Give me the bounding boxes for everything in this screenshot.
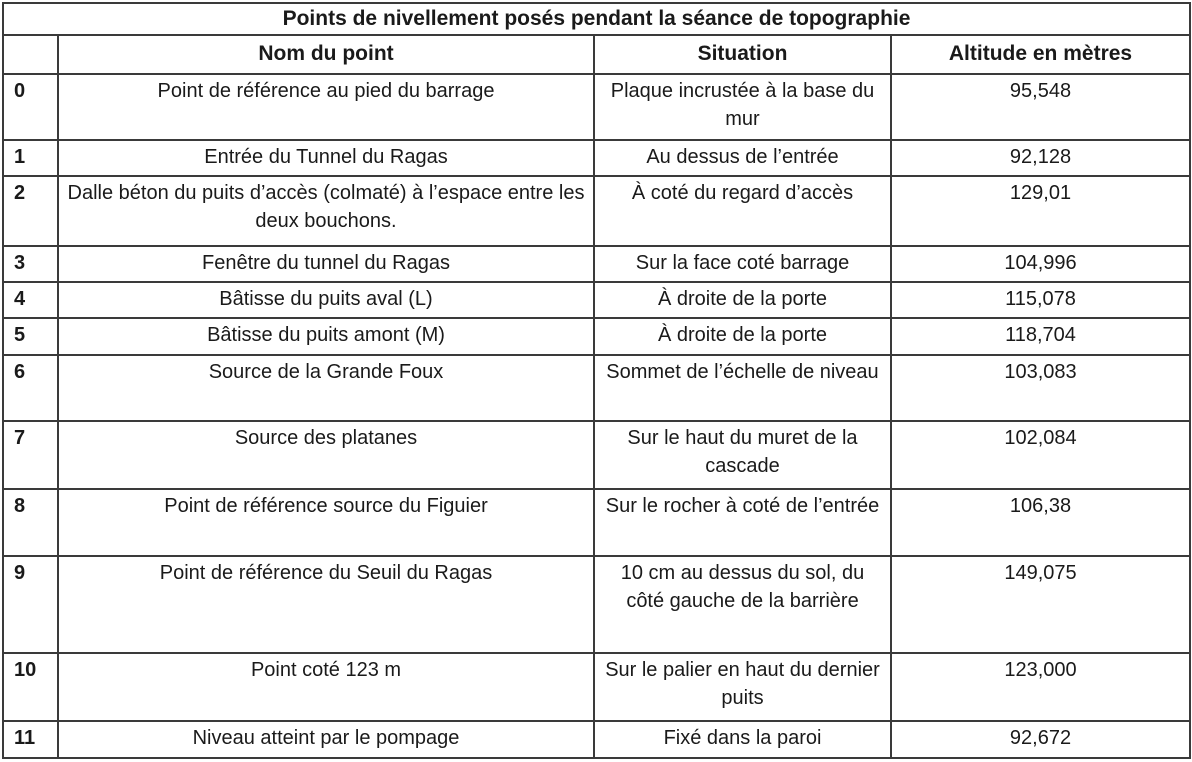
table-row bbox=[3, 282, 1190, 318]
point-altitude: 102,084 bbox=[891, 421, 1190, 489]
point-name: Fenêtre du tunnel du Ragas bbox=[58, 246, 594, 282]
point-situation: À coté du regard d’accès bbox=[594, 176, 891, 246]
point-altitude: 149,075 bbox=[891, 556, 1190, 653]
point-number: 0 bbox=[3, 74, 58, 141]
point-altitude: 118,704 bbox=[891, 318, 1190, 354]
point-situation: À droite de la porte bbox=[594, 318, 891, 354]
table-row bbox=[3, 246, 1190, 282]
header-altitude: Altitude en mètres bbox=[891, 35, 1190, 73]
point-name: Point coté 123 m bbox=[58, 653, 594, 721]
point-number: 1 bbox=[3, 140, 58, 176]
point-altitude: 92,672 bbox=[891, 721, 1190, 758]
header-row bbox=[3, 35, 1190, 73]
point-number: 11 bbox=[3, 721, 58, 758]
table-row bbox=[3, 653, 1190, 721]
table-row bbox=[3, 355, 1190, 422]
point-name: Dalle béton du puits d’accès (colmaté) à l’espace entre les deux bouchons. bbox=[58, 176, 594, 246]
table-row bbox=[3, 318, 1190, 354]
table-row bbox=[3, 556, 1190, 653]
point-number: 3 bbox=[3, 246, 58, 282]
point-number: 6 bbox=[3, 355, 58, 422]
table-row bbox=[3, 140, 1190, 176]
title-row bbox=[3, 3, 1190, 35]
point-altitude: 104,996 bbox=[891, 246, 1190, 282]
point-situation: À droite de la porte bbox=[594, 282, 891, 318]
point-situation: 10 cm au dessus du sol, du côté gauche de la barrière bbox=[594, 556, 891, 653]
point-number: 8 bbox=[3, 489, 58, 557]
point-altitude: 129,01 bbox=[891, 176, 1190, 246]
point-situation: Sur le palier en haut du dernier puits bbox=[594, 653, 891, 721]
point-name: Entrée du Tunnel du Ragas bbox=[58, 140, 594, 176]
point-altitude: 106,38 bbox=[891, 489, 1190, 557]
point-number: 9 bbox=[3, 556, 58, 653]
leveling-points-table bbox=[2, 2, 1191, 759]
table-row bbox=[3, 421, 1190, 489]
table-row bbox=[3, 721, 1190, 758]
point-situation: Sur le haut du muret de la cascade bbox=[594, 421, 891, 489]
point-number: 7 bbox=[3, 421, 58, 489]
table-row bbox=[3, 489, 1190, 557]
header-number bbox=[3, 35, 58, 73]
point-number: 4 bbox=[3, 282, 58, 318]
point-situation: Au dessus de l’entrée bbox=[594, 140, 891, 176]
point-number: 5 bbox=[3, 318, 58, 354]
point-name: Source de la Grande Foux bbox=[58, 355, 594, 422]
point-name: Point de référence source du Figuier bbox=[58, 489, 594, 557]
point-situation: Sommet de l’échelle de niveau bbox=[594, 355, 891, 422]
point-name: Bâtisse du puits aval (L) bbox=[58, 282, 594, 318]
table-row bbox=[3, 74, 1190, 141]
point-altitude: 123,000 bbox=[891, 653, 1190, 721]
point-name: Bâtisse du puits amont (M) bbox=[58, 318, 594, 354]
point-name: Point de référence du Seuil du Ragas bbox=[58, 556, 594, 653]
point-name: Source des platanes bbox=[58, 421, 594, 489]
point-altitude: 95,548 bbox=[891, 74, 1190, 141]
point-altitude: 92,128 bbox=[891, 140, 1190, 176]
point-altitude: 103,083 bbox=[891, 355, 1190, 422]
point-situation: Sur la face coté barrage bbox=[594, 246, 891, 282]
header-situation: Situation bbox=[594, 35, 891, 73]
point-situation: Plaque incrustée à la base du mur bbox=[594, 74, 891, 141]
table-row bbox=[3, 176, 1190, 246]
point-number: 2 bbox=[3, 176, 58, 246]
table-title: Points de nivellement posés pendant la séance de topographie bbox=[3, 3, 1190, 35]
point-situation: Sur le rocher à coté de l’entrée bbox=[594, 489, 891, 557]
header-name: Nom du point bbox=[58, 35, 594, 73]
point-name: Niveau atteint par le pompage bbox=[58, 721, 594, 758]
point-name: Point de référence au pied du barrage bbox=[58, 74, 594, 141]
point-number: 10 bbox=[3, 653, 58, 721]
point-situation: Fixé dans la paroi bbox=[594, 721, 891, 758]
point-altitude: 115,078 bbox=[891, 282, 1190, 318]
